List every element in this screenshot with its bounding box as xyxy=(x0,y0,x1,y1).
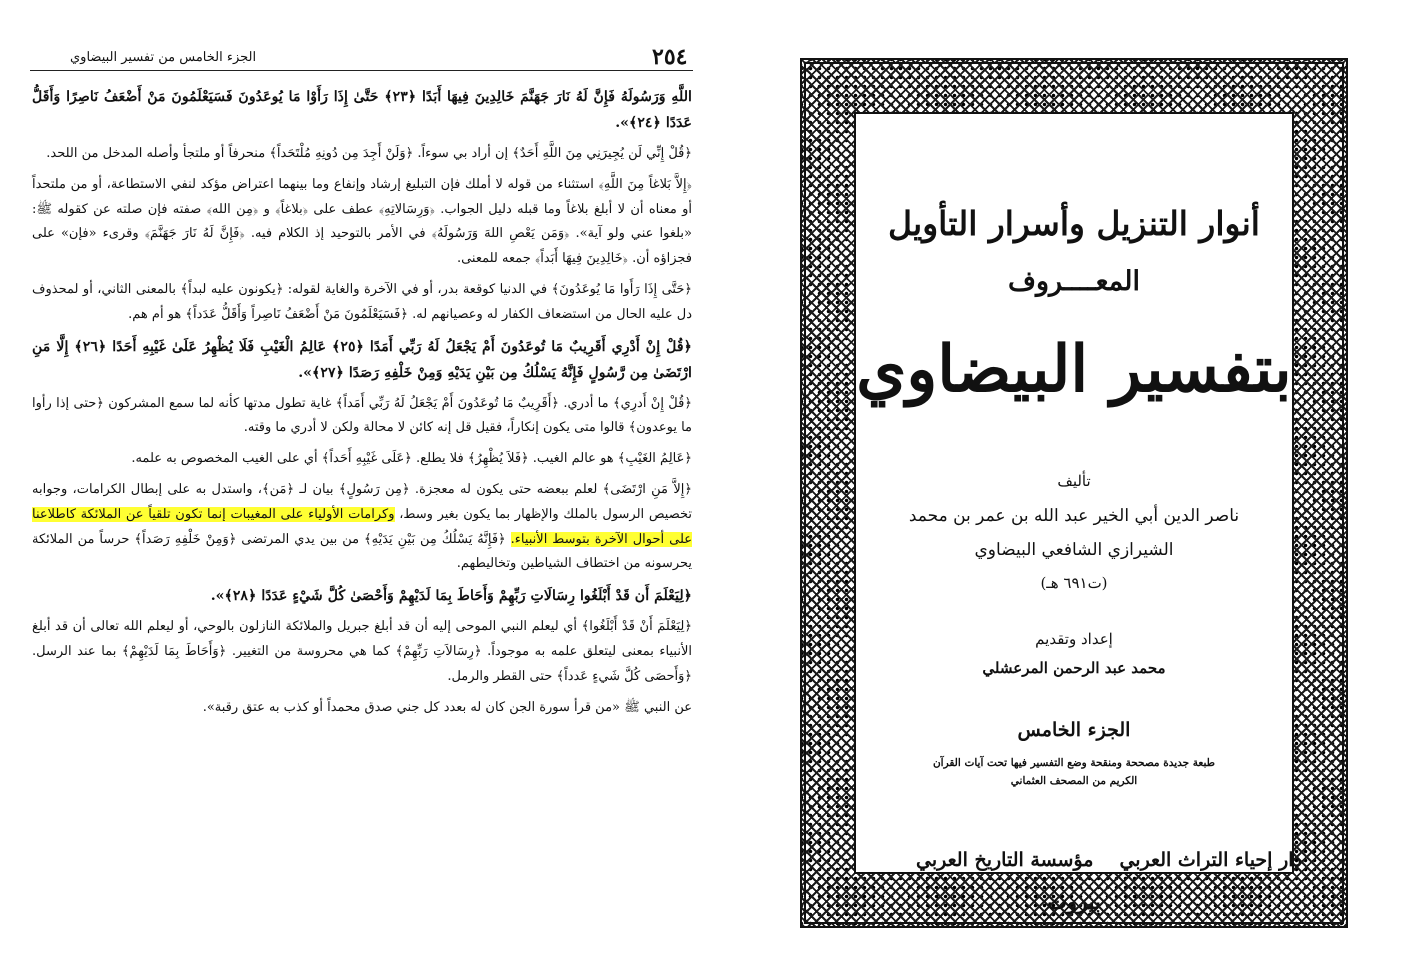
authored-by-label: تأليف xyxy=(1057,472,1091,490)
title-panel xyxy=(854,112,1302,914)
commentary-paragraph: ﴿قُلْ إِنْ أَدرِي﴾ ما أدري. ﴿أَقَرِيبٌ مَا تُوعَدُونَ أَمْ يَجْعَلُ لَهُ رَبِّي أَمَداً﴾ غاية تطول مدتها كأنه لما سمع المشركون ﴿حتى إذا رأوا ما يوعدون﴾ قالوا متى يكون إنكاراً، فقيل قل إنه كائن لا محالة ولكن لا أدري ما وقته. xyxy=(32,395,692,436)
publisher-left: مؤسسة التاريخ العربي xyxy=(916,849,1094,871)
commentary-paragraph: ﴿قُلْ إِنِّي لَن يُجِيرَنِي مِنَ اللَّهِ أَحَدٌ﴾ إن أراد بي سوءاً. ﴿وَلَنْ أَجِدَ مِن دُونِهِ مُلْتَحَداً﴾ منحرفاً أو ملتجأ وأصله المدخل من اللحد. xyxy=(46,146,692,161)
text-after-highlight: ﴿فَإِنَّهُ يَسْلُكُ مِن بَيْنِ يَدَيْهِ﴾ من بين يدي المرتضى ﴿وَمِنْ خَلْفِهِ رَصَداً﴾ حرساً من الملائكة يحرسونه من اختطاف الشياطين وتخاليطهم. xyxy=(32,531,692,572)
highlighted-text[interactable]: وكرامات الأولياء على المغيبات إنما تكون تلقياً عن الملائكة كاطلاعنا على أحوال الآخرة بتوسط الأنبياء. xyxy=(32,506,693,547)
editor-name: محمد عبد الرحمن المرعشلي xyxy=(982,659,1166,677)
quran-verse: ﴿قُلْ إِنْ أَدْرِي أَقَرِيبٌ مَا تُوعَدُونَ أَمْ يَجْعَلُ لَهُ رَبِّي أَمَدًا ﴿٢٥﴾ عَالِمُ الْغَيْبِ فَلَا يُظْهِرُ عَلَىٰ غَيْبِهِ أَحَدًا ﴿٢٦﴾ إِلَّا مَنِ ارْتَضَىٰ مِن رَّسُولٍ فَإِنَّهُ يَسْلُكُ مِن بَيْنِ يَدَيْهِ وَمِنْ خَلْفِهِ رَصَدًا ﴿٢٧﴾». xyxy=(32,338,692,381)
volume-label: الجزء الخامس xyxy=(1017,719,1131,741)
author-name-line1: ناصر الدين أبي الخير عبد الله بن عمر بن محمد xyxy=(908,506,1240,526)
publication-city: بيروت xyxy=(1047,889,1101,914)
commentary-paragraph: ﴿حَتَّى إِذَا رَأَوا مَا يُوعَدُونَ﴾ في الدنيا كوقعة بدر، أو في الآخرة والغاية لقوله: ﴿يكونون عليه لبداً﴾ بالمعنى الثاني، أو لمحذوف دل عليه الحال من استضعاف الكفار له وعصيانهم له. ﴿فَسَيَعْلَمُونَ مَنْ أَضْعَفُ نَاصِراً وَأَقَلُّ عَدَداً﴾ هو أم هم. xyxy=(32,281,692,322)
running-title: الجزء الخامس من تفسير البيضاوي xyxy=(70,50,257,65)
commentary-paragraph-highlighted xyxy=(32,478,692,577)
running-head xyxy=(30,44,690,70)
title-page xyxy=(780,40,1368,936)
quran-verse: ﴿لِيَعْلَمَ أَن قَدْ أَبْلَغُوا رِسَالَاتِ رَبِّهِمْ وَأَحَاطَ بِمَا لَدَيْهِمْ وَأَحْصَىٰ كُلَّ شَيْءٍ عَدَدًا ﴿٢٨﴾». xyxy=(210,588,692,605)
page-number: ٢٥٤ xyxy=(652,44,688,70)
commentary-paragraph: ﴿لِيَعْلَمَ أَنْ قَدْ أَبْلَغُوا﴾ أي ليعلم النبي الموحى إليه أن قد أبلغ جبريل والملائكة النازلون بالوحي، أو ليعلم الله تعالى أن قد أبلغ الأنبياء بمعنى ليتعلق علمه به موجوداً. ﴿رِسَالاَتِ رَبِّهِمْ﴾ كما هي محروسة من التغيير. ﴿وَأَحَاطَ بِمَا لَدَيْهِمْ﴾ بما عند الرسل. ﴿وَأَحصَى كُلَّ شَيءٍ عَدداً﴾ حتى القطر والرمل. xyxy=(32,619,692,684)
book-title-line1: أنوار التنزيل وأسرار التأويل xyxy=(888,204,1260,243)
edition-note-line2: الكريم من المصحف العثماني xyxy=(1010,775,1138,787)
header-rule xyxy=(30,70,693,71)
commentary-paragraph: ﴿إِلاَّ بَلاغاً مِنَ اللَّهِ﴾ استثناء من قوله لا أملك فإن التبليغ إرشاد وإنفاع وما بينهما اعتراض مؤكد لنفي الاستطاعة، أو من ملتحداً أو معناه أن لا أبلغ بلاغاً وما قبله دليل الجواب. ﴿وَرِسَالاتِهِ﴾ عطف على ﴿بلاغاً﴾ و ﴿مِن الله﴾ صفته فإن صلته عن كقوله ﷺ: «بلغوا عني ولو آية». ﴿وَمَن يَعْصِ اللهَ وَرَسُولَهُ﴾ في الأمر بالتوحيد إذ الكلام فيه. ﴿فَإِنَّ لَهُ نَارَ جَهَنَّمَ﴾ وقرىء «فإن» على فجزاؤه أن. ﴿خَالِدِينَ فِيهَا أَبَداً﴾ جمعه للمعنى. xyxy=(32,176,692,267)
ornamental-border xyxy=(800,58,1348,928)
commentary-paragraph: ﴿عَالِمُ الغَيْبِ﴾ هو عالم الغيب. ﴿فَلاَ يُظْهِرُ﴾ فلا يطلع. ﴿عَلَى غَيْبِهِ أَحَداً﴾ أي على الغيب المخصوص به علمه. xyxy=(131,451,692,467)
edition-note-line1: طبعة جديدة مصححة ومنقحة وضع التفسير فيها تحت آيات القرآن xyxy=(932,757,1216,769)
hadith-paragraph: عن النبي ﷺ «من قرأ سورة الجن كان له بعدد كل جني صدق محمداً أو كذب به عتق رقبة». xyxy=(202,699,692,715)
prepared-by-label: إعداد وتقديم xyxy=(1035,630,1113,648)
known-as-label: المعــــروف xyxy=(1008,266,1140,297)
death-year: (ت٦٩١ هـ) xyxy=(1040,574,1108,592)
author-name-line2: الشيرازي الشافعي البيضاوي xyxy=(974,540,1174,560)
text-before-highlight: ﴿إِلاَّ مَنِ ارْتَضَى﴾ لعلم ببعضه حتى يكون له معجزة. ﴿مِن رَسُولٍ﴾ بيان لـ ﴿مَن﴾، واستدل به على إبطال الكرامات، وجوابه تخصيص الرسول بالملك والإظهار بما يكون بغير وسط، xyxy=(32,481,692,522)
quran-verse: اللَّهِ وَرَسُولَهُ فَإِنَّ لَهُ نَارَ جَهَنَّمَ خَالِدِينَ فِيهَا أَبَدًا ﴿٢٣﴾ حَتَّىٰ إِذَا رَأَوْا مَا يُوعَدُونَ فَسَيَعْلَمُونَ مَنْ أَضْعَفُ نَاصِرًا وَأَقَلُّ عَدَدًا ﴿٢٤﴾». xyxy=(32,89,693,131)
left-page xyxy=(0,0,705,969)
book-title-line2: بتفسير البيضاوي xyxy=(856,332,1292,407)
publisher-right: دار إحياء التراث العربي xyxy=(1119,849,1302,871)
commentary-body xyxy=(32,82,692,726)
